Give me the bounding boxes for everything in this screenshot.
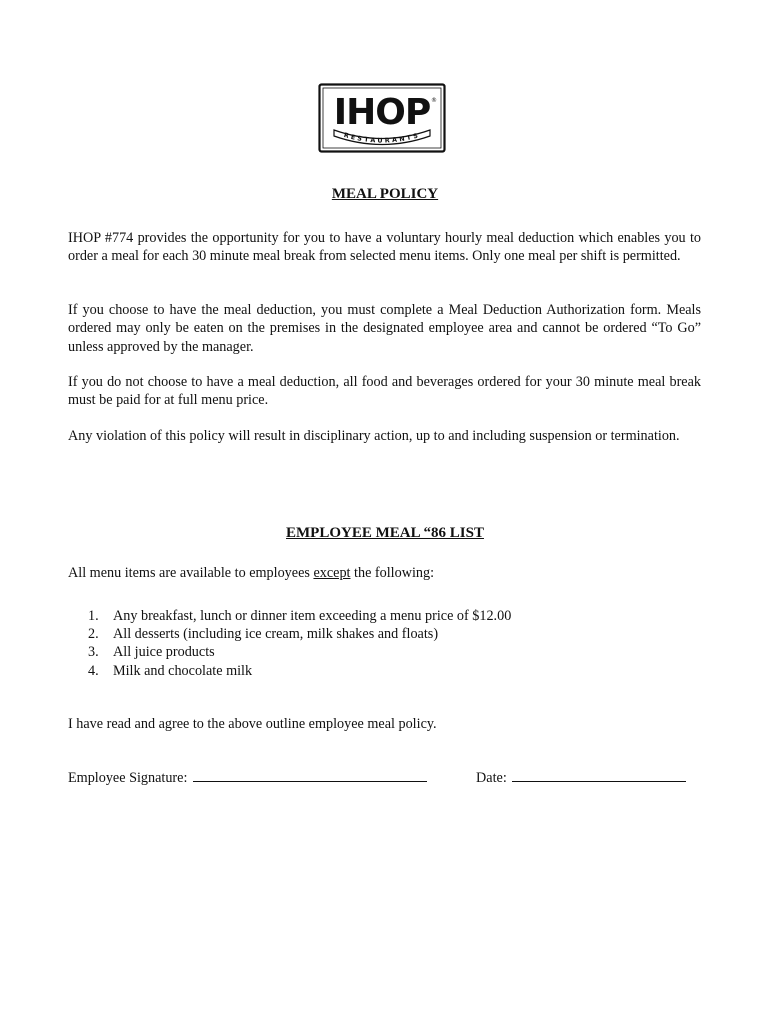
list-item-text: Milk and chocolate milk — [113, 662, 253, 679]
date-label: Date: — [476, 770, 507, 786]
logo-brand-text: IHOP — [333, 92, 431, 133]
registered-mark: ® — [431, 97, 437, 104]
logo-subtitle-text: RESTAURANTS — [342, 130, 422, 145]
list-intro-before: All menu items are available to employees — [68, 565, 314, 581]
signature-label: Employee Signature: — [68, 770, 188, 786]
list-item-text: All juice products — [113, 644, 215, 661]
list-item-number: 4. — [88, 662, 99, 679]
list-item — [88, 607, 511, 625]
policy-paragraph-3: If you do not choose to have a meal deduction, all food and beverages ordered for your 30 minute meal break must be paid for at full menu price. — [68, 374, 701, 409]
list-intro-emphasis: except — [313, 565, 351, 581]
policy-paragraph-4: Any violation of this policy will result in disciplinary action, up to and including suspension or termination. — [68, 428, 680, 444]
list-item — [88, 662, 511, 680]
list-item — [88, 643, 511, 661]
list-item — [88, 625, 511, 643]
policy-paragraph-2: If you choose to have the meal deduction, you must complete a Meal Deduction Authorization form. Meals ordered may only be eaten on the premises in the designated employee area and cannot be ordered “To Go” unless approved by the manager. — [68, 302, 701, 355]
list-item-text: All desserts (including ice cream, milk shakes and floats) — [113, 626, 439, 643]
signature-field[interactable] — [193, 768, 427, 782]
list-intro — [68, 564, 434, 582]
signature-row — [68, 768, 686, 787]
policy-paragraph-1: IHOP #774 provides the opportunity for you to have a voluntary hourly meal deduction which enables you to order a meal for each 30 minute meal break from selected menu items. Only one meal per shift is permitted. — [68, 230, 701, 265]
list-item-number: 2. — [88, 626, 99, 643]
list-item-text: Any breakfast, lunch or dinner item exceeding a menu price of $12.00 — [113, 608, 512, 624]
excluded-items-list — [88, 607, 511, 680]
meal-86-list-heading: EMPLOYEE MEAL “86 LIST — [286, 525, 484, 541]
list-item-number: 1. — [88, 608, 99, 624]
agreement-statement: I have read and agree to the above outline employee meal policy. — [68, 716, 437, 732]
list-item-number: 3. — [88, 644, 99, 661]
meal-policy-heading: MEAL POLICY — [331, 186, 439, 202]
ihop-logo — [318, 83, 446, 153]
date-field[interactable] — [512, 768, 686, 782]
list-intro-after: the following: — [350, 565, 435, 581]
